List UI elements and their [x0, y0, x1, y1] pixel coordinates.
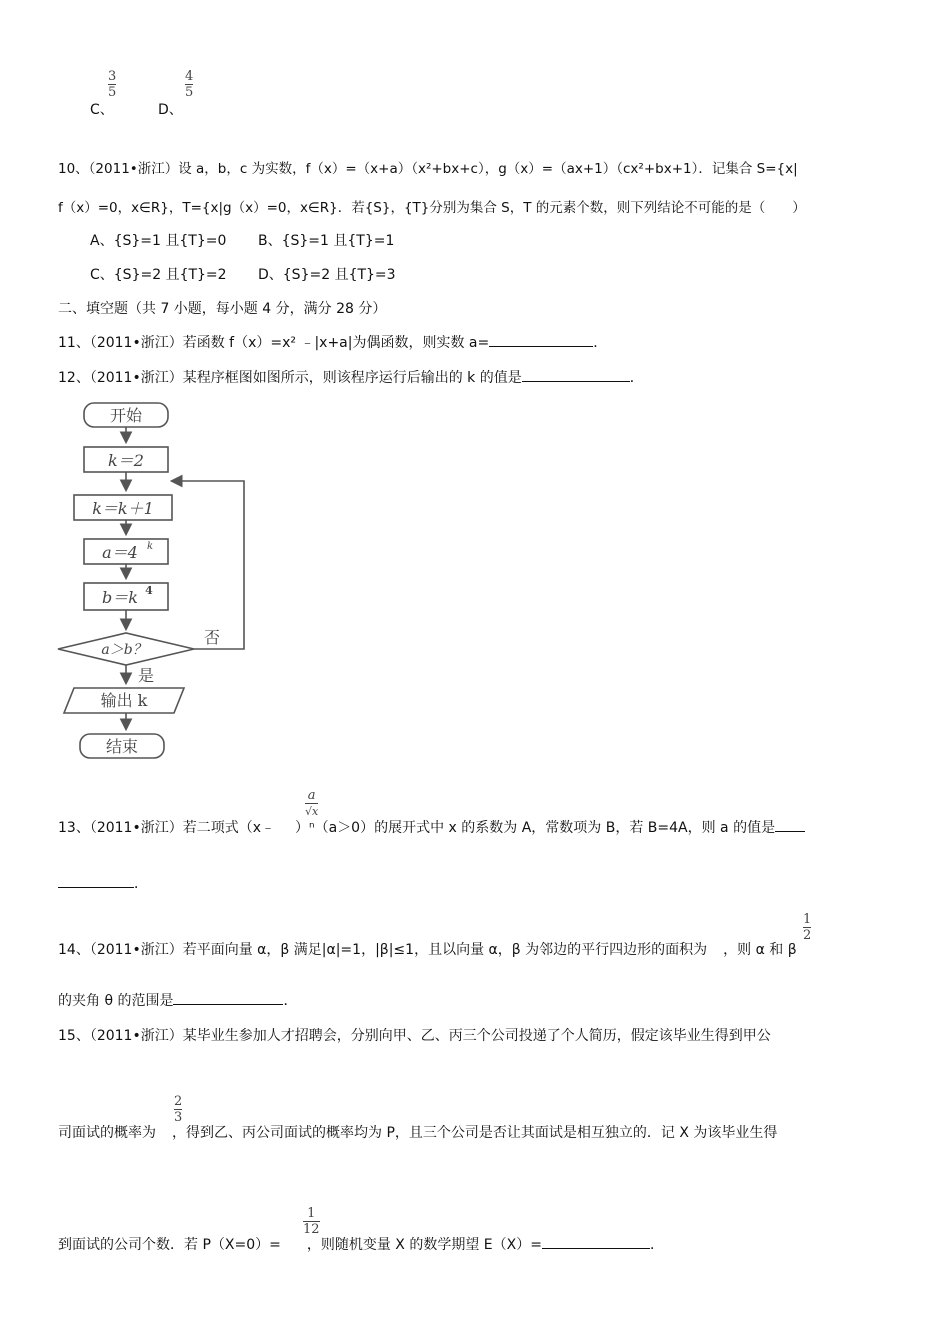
- question-13-fraction: a √x: [305, 788, 319, 818]
- question-10-option-d: D、{S}=2 且{T}=3: [258, 267, 396, 283]
- question-15-fraction-2: 1 12: [303, 1206, 320, 1237]
- question-11: 11、（2011•浙江）若函数 f（x）=x² ﹣|x+a|为偶函数，则实数 a= ．: [58, 332, 607, 352]
- question-10-line2: f（x）=0，x∈R}，T={x|g（x）=0，x∈R}．若{S}，{T}分别为集合 S，T 的元素个数，则下列结论不可能的是（ ）: [58, 200, 806, 216]
- flow-step-b-exponent: 4: [145, 584, 153, 597]
- flow-init-text: k＝2: [108, 451, 144, 470]
- option-c-label: C、: [90, 102, 114, 118]
- flow-no-label: 否: [203, 628, 221, 647]
- question-14-line1: 14、（2011•浙江）若平面向量 α，β 满足|α|=1，|β|≤1，且以向量 α，β 为邻边的平行四边形的面积为 ，则 α 和 β: [58, 942, 797, 958]
- question-15-line3: 到面试的公司个数．若 P（X=0）= ，则随机变量 X 的数学期望 E（X）= ．: [58, 1234, 664, 1254]
- answer-blank-continued: [58, 873, 134, 888]
- question-12-text: 12、（2011•浙江）某程序框图如图所示，则该程序运行后输出的 k 的值是: [58, 370, 522, 386]
- option-d-fraction: 4 5: [185, 69, 194, 100]
- flow-output-text: 输出 k: [100, 691, 148, 710]
- question-12: 12、（2011•浙江）某程序框图如图所示，则该程序运行后输出的 k 的值是 ．: [58, 367, 644, 387]
- question-13-line1: 13、（2011•浙江）若二项式（x﹣ ）ⁿ（a＞0）的展开式中 x 的系数为 A，常数项为 B，若 B=4A，则 a 的值是: [58, 817, 805, 837]
- question-14-fraction: 1 2: [803, 912, 812, 943]
- answer-blank: [489, 332, 593, 347]
- question-15-line2: 司面试的概率为 ，得到乙、丙公司面试的概率均为 P，且三个公司是否让其面试是相互独立的．记 X 为该毕业生得: [58, 1125, 778, 1141]
- answer-blank: [522, 367, 630, 382]
- option-d-label: D、: [158, 102, 183, 118]
- program-flowchart: [50, 395, 260, 765]
- flow-decision-text: a＞b？: [101, 642, 147, 658]
- question-15-fraction-1: 2 3: [174, 1094, 183, 1125]
- flow-step-b-text: b＝k: [102, 588, 138, 607]
- answer-blank: [542, 1234, 650, 1249]
- question-10-option-b: B、{S}=1 且{T}=1: [258, 233, 395, 249]
- flow-end-text: 结束: [105, 737, 139, 756]
- question-10-option-c: C、{S}=2 且{T}=2: [90, 267, 227, 283]
- answer-blank: [173, 990, 283, 1005]
- flow-step-a-text: a＝4: [102, 543, 138, 562]
- answer-blank: [775, 817, 805, 832]
- question-14-line2: 的夹角 θ 的范围是 ．: [58, 990, 297, 1010]
- question-15-line1: 15、（2011•浙江）某毕业生参加人才招聘会，分别向甲、乙、丙三个公司投递了个人简历，假定该毕业生得到甲公: [58, 1028, 771, 1044]
- question-10-line1: 10、（2011•浙江）设 a，b，c 为实数，f（x）=（x+a）（x²+bx+c），g（x）=（ax+1）（cx²+bx+1）．记集合 S={x|: [58, 161, 798, 177]
- option-c-fraction: 3 5: [108, 69, 117, 100]
- section-heading-fill-in: 二、填空题（共 7 小题，每小题 4 分，满分 28 分）: [58, 301, 387, 317]
- flow-yes-label: 是: [137, 666, 155, 685]
- question-13-line2: ．: [58, 873, 148, 893]
- question-11-text: 11、（2011•浙江）若函数 f（x）=x² ﹣|x+a|为偶函数，则实数 a=: [58, 335, 490, 351]
- flow-step-k-text: k＝k＋1: [92, 499, 154, 518]
- question-10-option-a: A、{S}=1 且{T}=0: [90, 233, 227, 249]
- flow-start-text: 开始: [109, 406, 143, 425]
- flow-step-a-exponent: k: [146, 541, 154, 552]
